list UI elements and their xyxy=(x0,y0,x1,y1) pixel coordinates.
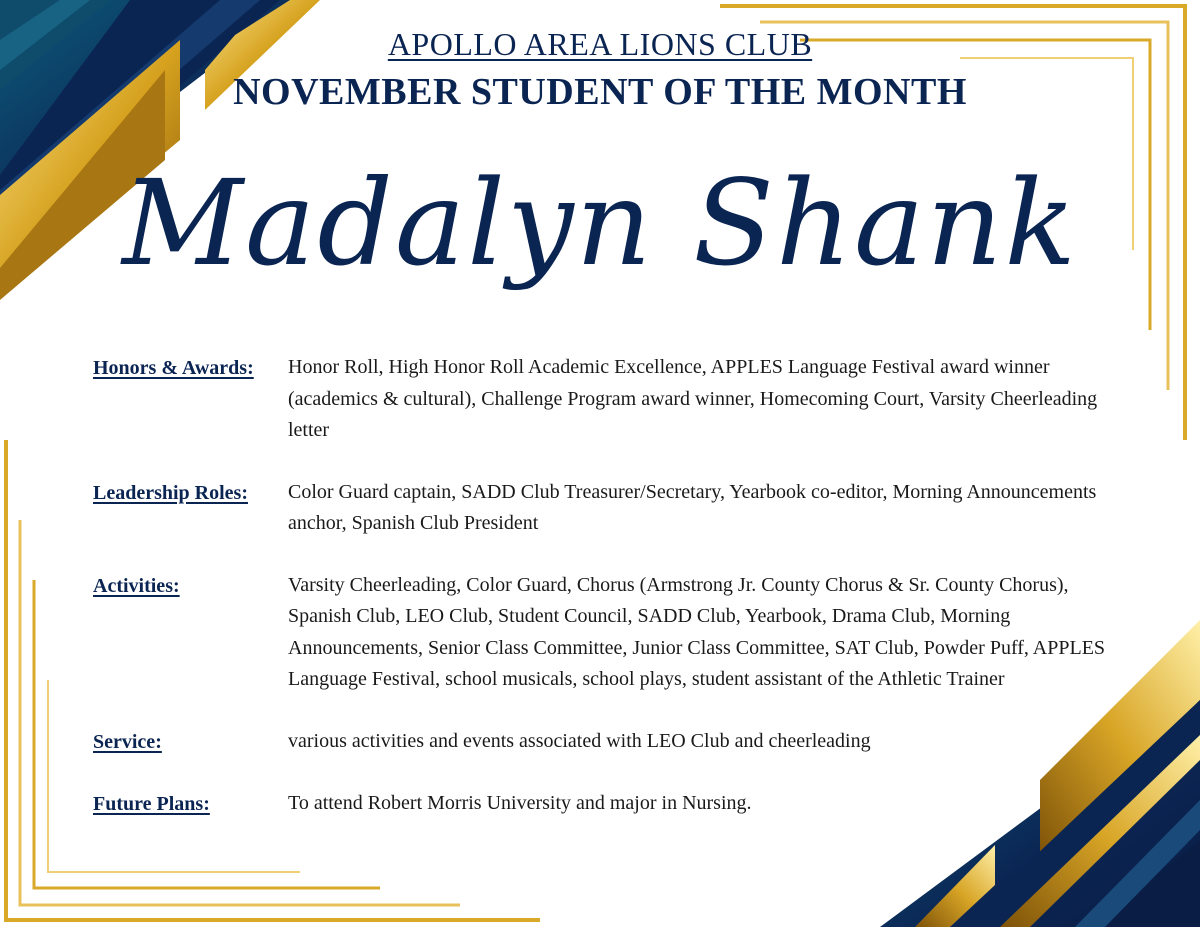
student-name: Madalyn Shank xyxy=(122,154,1078,292)
section-text: Color Guard captain, SADD Club Treasurer/Secretary, Yearbook co-editor, Morning Announcements anchor, Spanish Club President xyxy=(288,480,1097,534)
section-text: various activities and events associated with LEO Club and cheerleading xyxy=(288,729,871,752)
section-label: Activities: xyxy=(93,574,180,597)
section-text: Varsity Cheerleading, Color Guard, Chorus (Armstrong Jr. County Chorus & Sr. County Chorus), Spanish Club, LEO Club, Student Council, SADD Club, Yearbook, Drama Club, Morning Announcements, Senior Class Committee, Junior Class Committee, SAT Club, Powder Puff, APPLES Language Festival, school musicals, school plays, student assistant of the Athletic Trainer xyxy=(288,573,1106,690)
section-text: Honor Roll, High Honor Roll Academic Excellence, APPLES Language Festival award winner (academics & cultural), Challenge Program award winner, Homecoming Court, Varsity Cheerleading letter xyxy=(288,356,1098,441)
section-label: Service: xyxy=(93,730,162,753)
section-activities xyxy=(93,570,1133,696)
section-text: To attend Robert Morris University and major in Nursing. xyxy=(288,791,752,814)
section-honors-awards xyxy=(93,352,1133,447)
organization-title: APOLLO AREA LIONS CLUB xyxy=(387,26,813,62)
details-list xyxy=(93,352,1133,850)
section-leadership-roles xyxy=(93,477,1133,540)
section-label: Honors & Awards: xyxy=(93,357,254,379)
section-future-plans xyxy=(93,788,1133,820)
section-service xyxy=(93,726,1133,758)
award-title: NOVEMBER STUDENT OF THE MONTH xyxy=(233,71,967,113)
section-label: Future Plans: xyxy=(93,792,210,815)
section-label: Leadership Roles: xyxy=(93,481,248,504)
